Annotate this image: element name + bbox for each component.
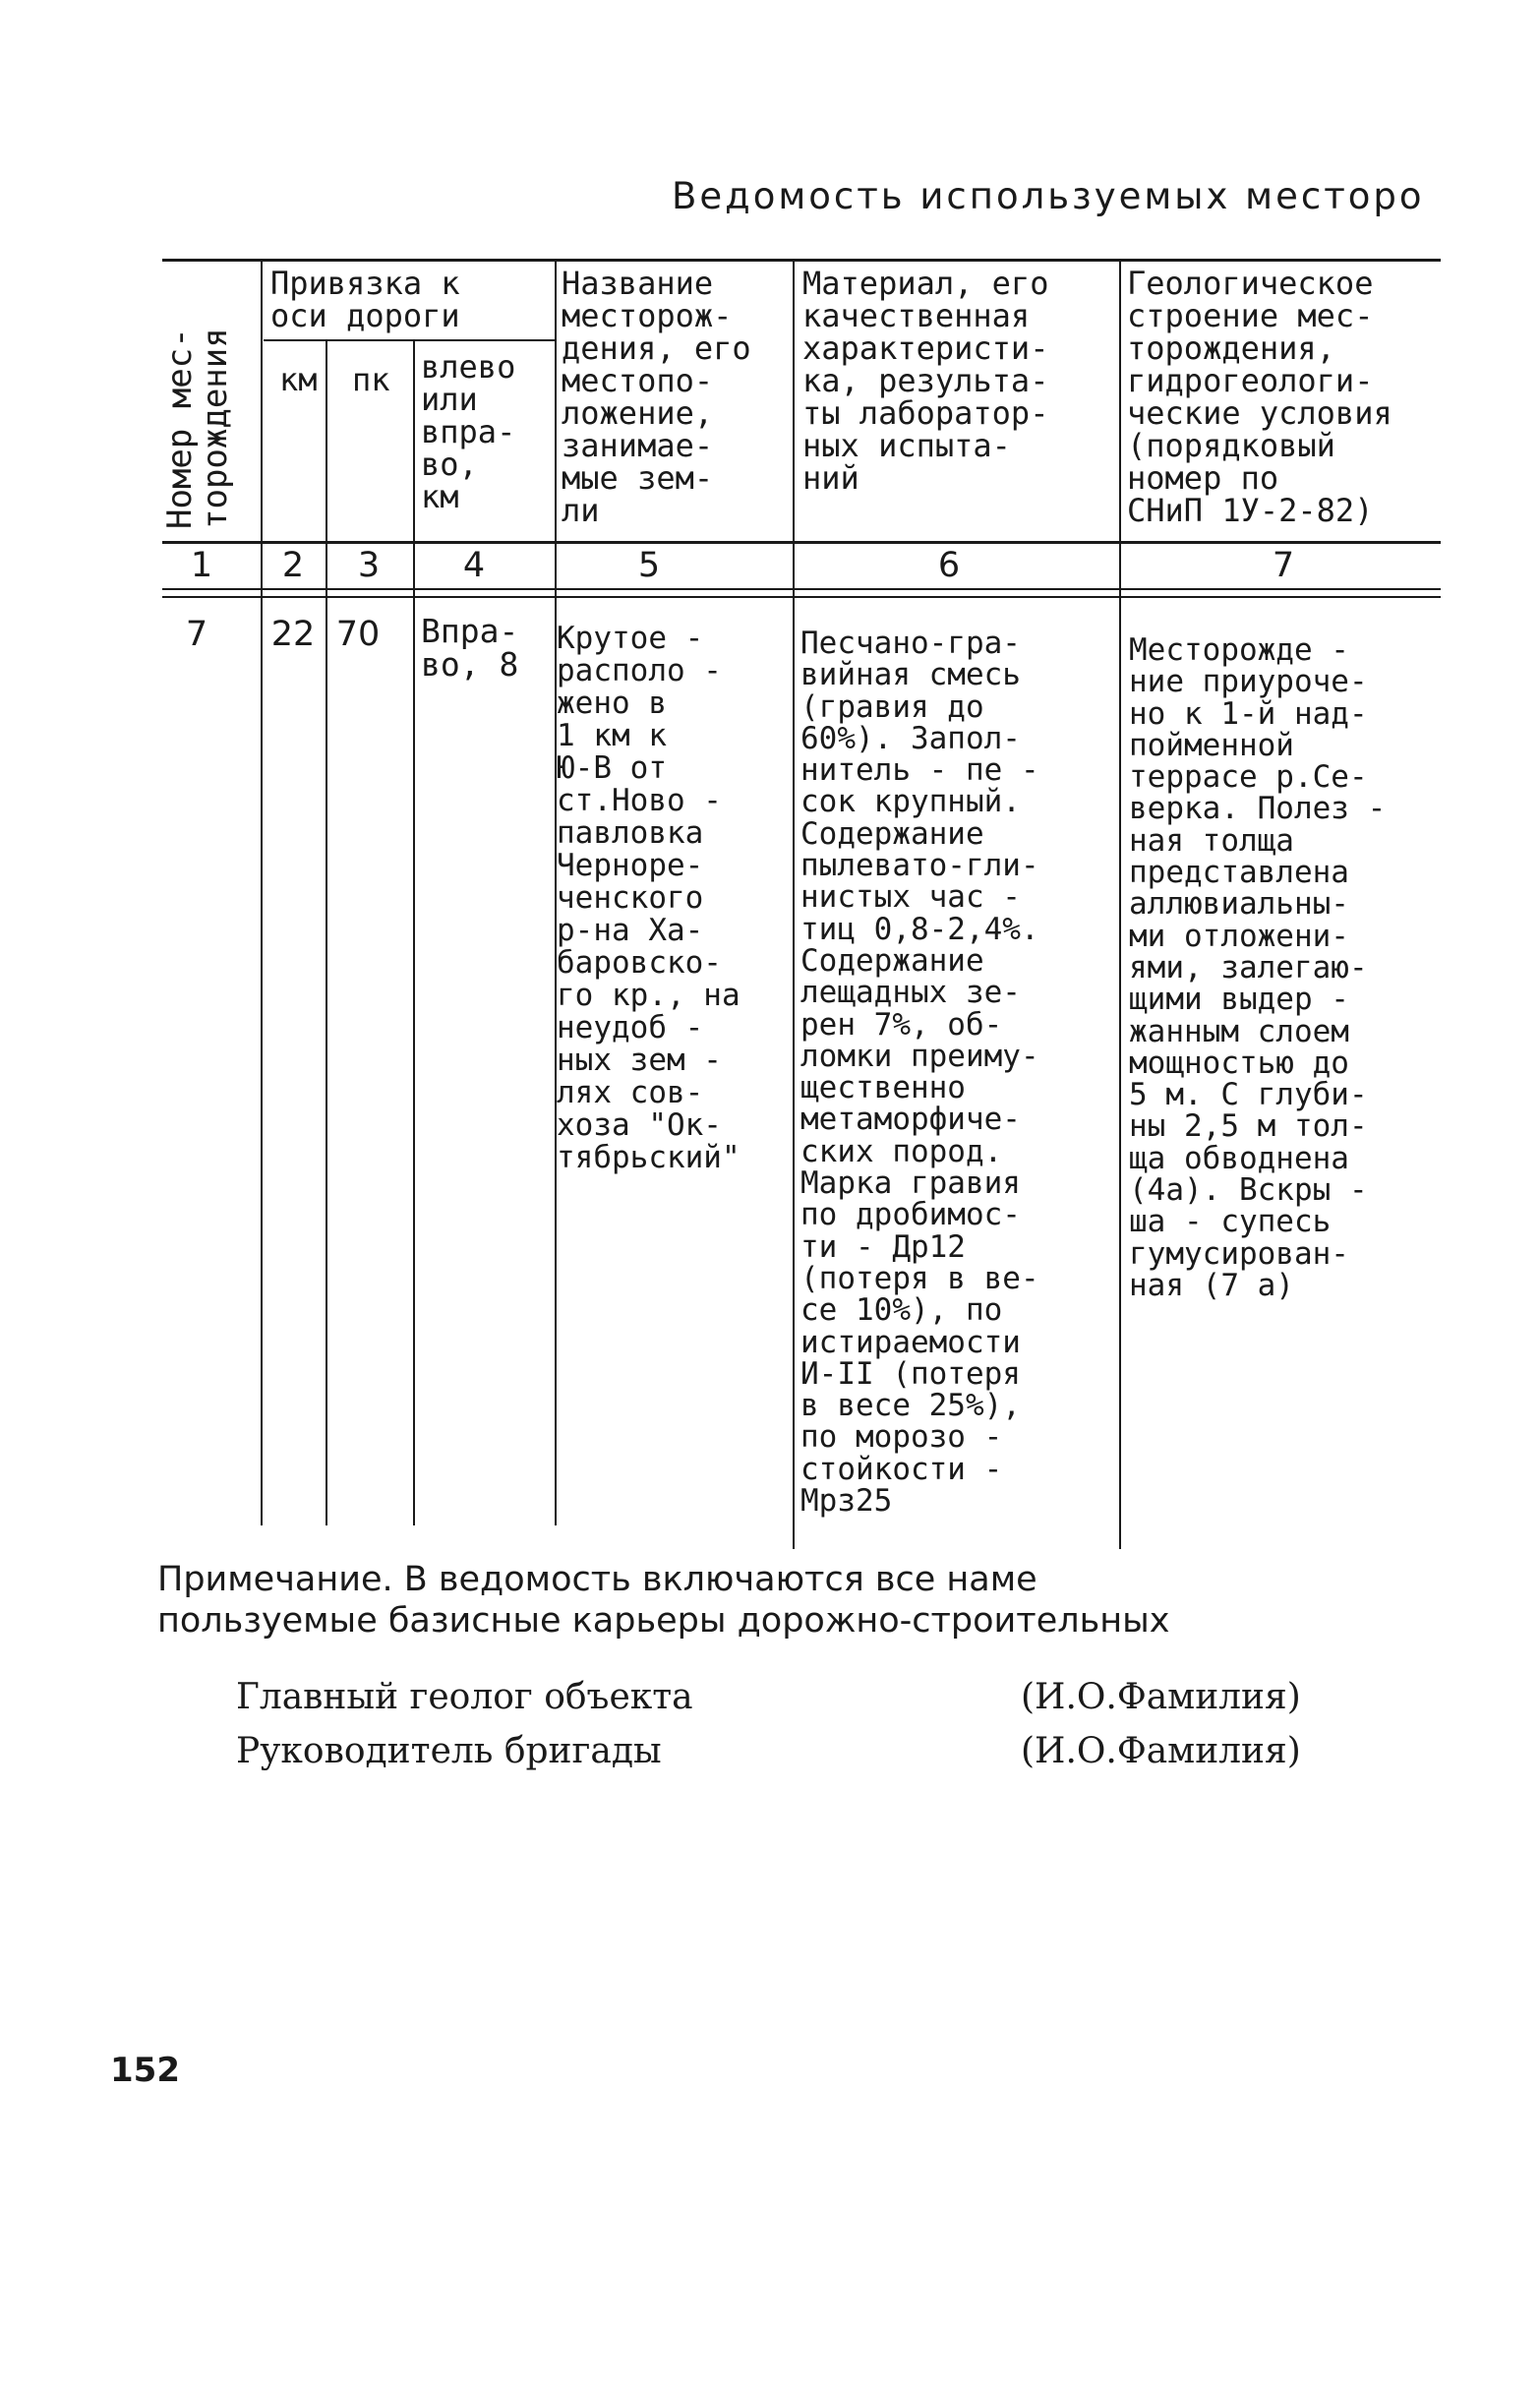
numbers-bottom-rule-1 [162, 588, 1441, 590]
page-number: 152 [110, 2051, 180, 2090]
signature-name: (И.О.Фамилия) [1021, 1731, 1301, 1771]
column-number: 4 [462, 546, 486, 585]
column-number: 5 [637, 546, 661, 585]
row-material: Песчано-гра- вийная смесь (гравия до 60%). Запол- нитель - пе - сок крупный. Содержание пылевато-гли- нистых час - тиц 0,8-2,4%. Содержание лещадных зе- рен 7%, об- ломки преиму- щественно метаморфиче- ских пород. Марка гравия по дробимос- ти - Др12 (потеря в ве- се 10%), по истираемости И-II (потеря в весе 25%), по морозо - стойкости - Мрз25 [800, 626, 1039, 1520]
row-geology: Месторожде - ние приуроче- но к 1-й над- пойменной террасе р.Се- верка. Полез - ная толща представлена аллювиальны- ми отложени- ями, залегаю- щими выдер - жанным слоем мощностью до 5 м. С глуби- ны 2,5 м тол- ща обводнена (4а). Вскры - ша - супесь гумусирован- ная (7 а) [1129, 632, 1387, 1303]
page-title: Ведомость используемых месторо [672, 175, 1425, 217]
col-divider-3 [413, 339, 415, 1525]
signature-role: Руководитель бригады [236, 1731, 662, 1771]
row-deposit-number: 7 [185, 615, 208, 654]
header-material: Материал, его качественная характеристи- ка, результа- ты лаборатор- ных испыта- ний [802, 265, 1049, 497]
row-pk: 70 [335, 615, 381, 654]
table-top-rule [162, 259, 1441, 262]
signature-name: (И.О.Фамилия) [1021, 1677, 1301, 1717]
col-divider-5 [793, 259, 795, 1549]
column-number: 3 [357, 546, 381, 585]
column-number: 7 [1272, 546, 1295, 585]
header-deposit-name: Название месторож- дения, его местопо- ложение, занимае- мые зем- ли [562, 265, 751, 529]
header-side: влево или впра- во, км [421, 348, 516, 515]
column-number: 6 [937, 546, 961, 585]
col-divider-6 [1119, 259, 1121, 1549]
subheader-rule [264, 339, 557, 341]
row-km: 22 [270, 615, 316, 654]
col-divider-1 [261, 259, 263, 1525]
signature-role: Главный геолог объекта [236, 1677, 693, 1717]
header-bottom-rule [162, 541, 1441, 544]
row-deposit-name: Крутое - располо - жено в 1 км к Ю-В от ст.Ново - павловка Черноре- ченского р-на Ха- баровско- го кр., на неудоб - ных зем - лях сов- хоза "Ок- тябрьский" [557, 621, 740, 1175]
header-road-binding: Привязка к оси дороги [270, 265, 460, 334]
note-text: Примечание. В ведомость включаются все наме пользуемые базисные карьеры дорожно-строительных [157, 1560, 1170, 1641]
column-number: 2 [281, 546, 305, 585]
row-side: Впра- во, 8 [421, 612, 519, 684]
header-geology: Геологическое строение мес- торождения, гидрогеологи- ческие условия (порядковый номер по СНиП 1У-2-82) [1127, 265, 1392, 529]
numbers-bottom-rule-2 [162, 596, 1441, 598]
header-pk: пк [352, 361, 390, 398]
header-km: км [279, 361, 318, 398]
column-number: 1 [190, 546, 213, 585]
col-divider-2 [326, 339, 327, 1525]
